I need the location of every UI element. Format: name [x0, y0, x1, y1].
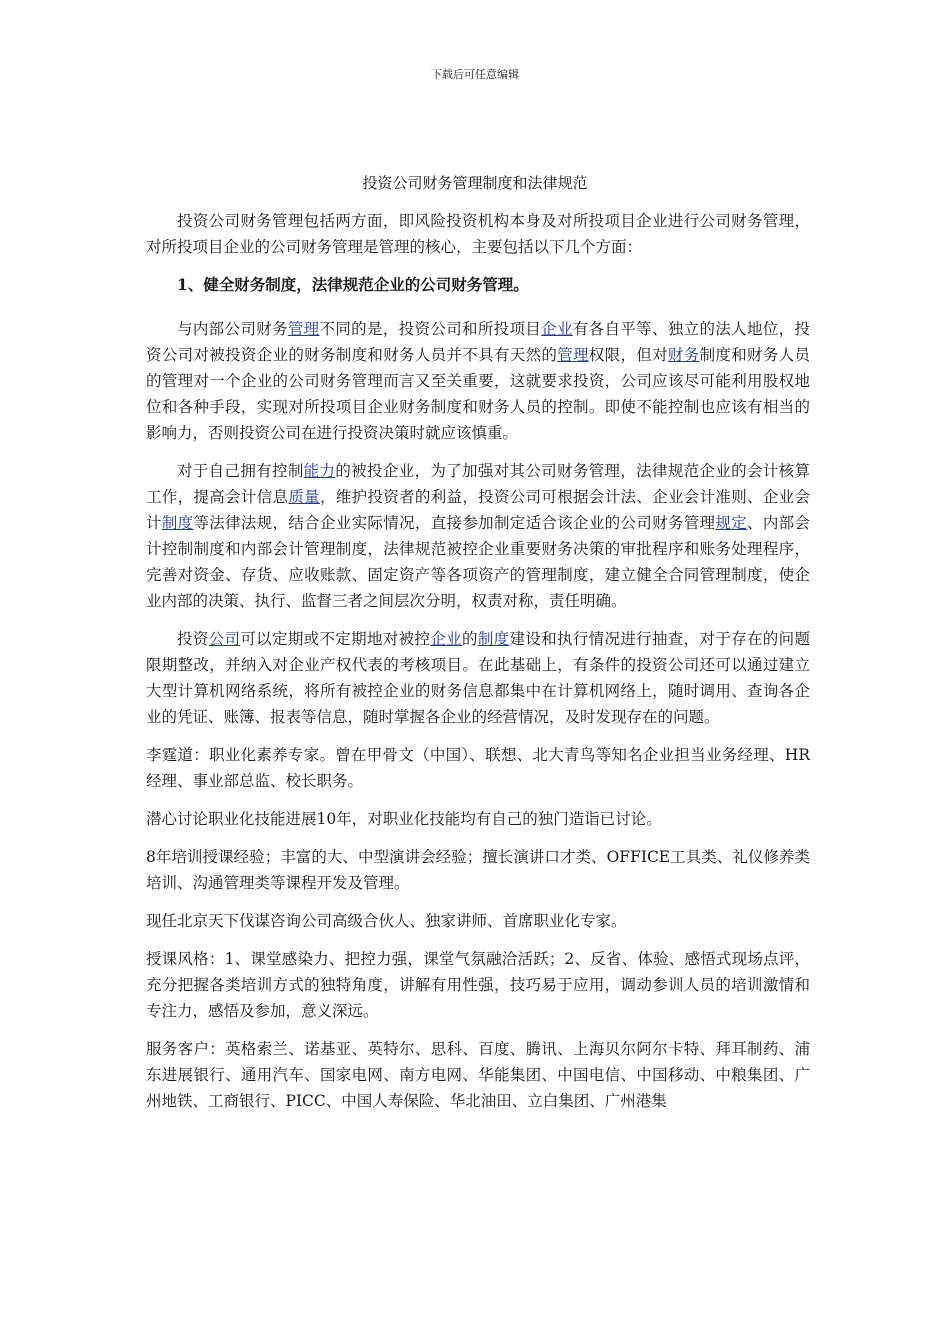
paragraph	[146, 208, 810, 260]
inline-link[interactable]: 企业	[430, 630, 462, 648]
paragraph-text: 制度和财务人员的管理对一个企业的公司财务管理而言又至关重要，这就要求投资，公司应该尽可能利用股权地位和各种手段，实现对所投项目企业财务制度和财务人员的控制。即使不能控制也应该有相当的影响力，否则投资公司在进行投资决策时就应该慎重。	[146, 346, 810, 442]
paragraph-text: 与内部公司财务	[177, 320, 288, 338]
paragraph	[146, 844, 810, 896]
inline-link[interactable]: 财务	[667, 346, 700, 364]
paragraph	[146, 1036, 810, 1114]
inline-link[interactable]: 能力	[303, 462, 336, 480]
paragraph-text: 有各自平等、独立的法人地位，投资公司对被投资企业的财务制度和财务人员并不具有天然的	[146, 320, 810, 364]
paragraph-text: ，维护投资者的利益，投资公司可根据会计法、企业会计准则、企业会计	[146, 488, 810, 532]
document-title: 投资公司财务管理制度和法律规范	[362, 174, 588, 192]
section-heading	[146, 272, 810, 298]
paragraph-text: 的被投企业，为了加强对其公司财务管理，法律规范企业的会计核算工作，提高会计信息	[146, 462, 810, 506]
paragraph-text: 现任北京天下伐谋咨询公司高级合伙人、独家讲师、首席职业化专家。	[146, 912, 627, 930]
inline-link[interactable]: 公司	[208, 630, 241, 648]
inline-link[interactable]: 制度	[477, 630, 510, 648]
inline-link[interactable]: 管理	[557, 346, 589, 364]
paragraph-text: 等法律法规，结合企业实际情况，直接参加制定适合该企业的公司财务管理	[193, 514, 716, 532]
paragraph	[146, 458, 810, 614]
paragraph	[146, 626, 810, 730]
inline-link[interactable]: 制度	[161, 514, 194, 532]
paragraph	[146, 316, 810, 446]
paragraph	[146, 742, 810, 794]
paragraph-text: 8年培训授课经验；丰富的大、中型演讲会经验；擅长演讲口才类、OFFICE工具类、礼仪修养类培训、沟通管理类等课程开发及管理。	[146, 848, 810, 892]
inline-link[interactable]: 企业	[541, 320, 573, 338]
paragraph	[146, 946, 810, 1024]
paragraph	[146, 908, 810, 934]
paragraph-text: 建设和执行情况进行抽查，对于存在的问题限期整改，并纳入对企业产权代表的考核项目。在此基础上，有条件的投资公司还可以通过建立大型计算机网络系统，将所有被控企业的财务信息都集中在计算机网络上，随时调用、查询各企业的凭证、账簿、报表等信息，随时掌握各企业的经营情况，及时发现存在的问题。	[146, 630, 810, 726]
paragraph-text: 对于自己拥有控制	[177, 462, 304, 480]
paragraph-text: 李霆道：职业化素养专家。曾在甲骨文（中国）、联想、北大青鸟等知名企业担当业务经理、HR经理、事业部总监、校长职务。	[146, 746, 810, 790]
inline-link[interactable]: 质量	[288, 488, 320, 506]
paragraph-text: 、内部会计控制制度和内部会计管理制度，法律规范被控企业重要财务决策的审批程序和账务处理程序，完善对资金、存货、应收账款、固定资产等各项资产的管理制度，建立健全合同管理制度，使企业内部的决策、执行、监督三者之间层次分明，权责对称，责任明确。	[146, 514, 810, 610]
header-note: 下载后可任意编辑	[431, 68, 519, 81]
inline-link[interactable]: 规定	[715, 514, 748, 532]
paragraph-text: 可以定期或不定期地对被控	[240, 630, 431, 648]
paragraph-text: 投资公司财务管理包括两方面，即风险投资机构本身及对所投项目企业进行公司财务管理，对所投项目企业的公司财务管理是管理的核心，主要包括以下几个方面：	[146, 212, 810, 256]
paragraph-text: 授课风格：1、课堂感染力、把控力强，课堂气氛融洽活跃；2、反省、体验、感悟式现场点评，充分把握各类培训方式的独特角度，讲解有用性强，技巧易于应用，调动参训人员的培训激情和专注力，感悟及参加，意义深远。	[146, 950, 810, 1020]
inline-link[interactable]: 管理	[287, 320, 320, 338]
paragraph-text: 1、健全财务制度，法律规范企业的公司财务管理。	[177, 275, 529, 294]
paragraph-text: 的	[461, 630, 478, 648]
paragraph-text: 不同的是，投资公司和所投项目	[319, 320, 542, 338]
paragraph-text: 投资	[177, 630, 209, 648]
document-body	[146, 208, 810, 1126]
paragraph-text: 服务客户：英格索兰、诺基亚、英特尔、思科、百度、腾讯、上海贝尔阿尔卡特、拜耳制药、浦东进展银行、通用汽车、国家电网、南方电网、华能集团、中国电信、中国移动、中粮集团、广州地铁、工商银行、PICC、中国人寿保险、华北油田、立白集团、广州港集	[146, 1040, 810, 1110]
paragraph-text: 潜心讨论职业化技能进展10年，对职业化技能均有自己的独门造诣已讨论。	[146, 810, 662, 828]
paragraph	[146, 806, 810, 832]
paragraph-text: 权限，但对	[588, 346, 668, 364]
